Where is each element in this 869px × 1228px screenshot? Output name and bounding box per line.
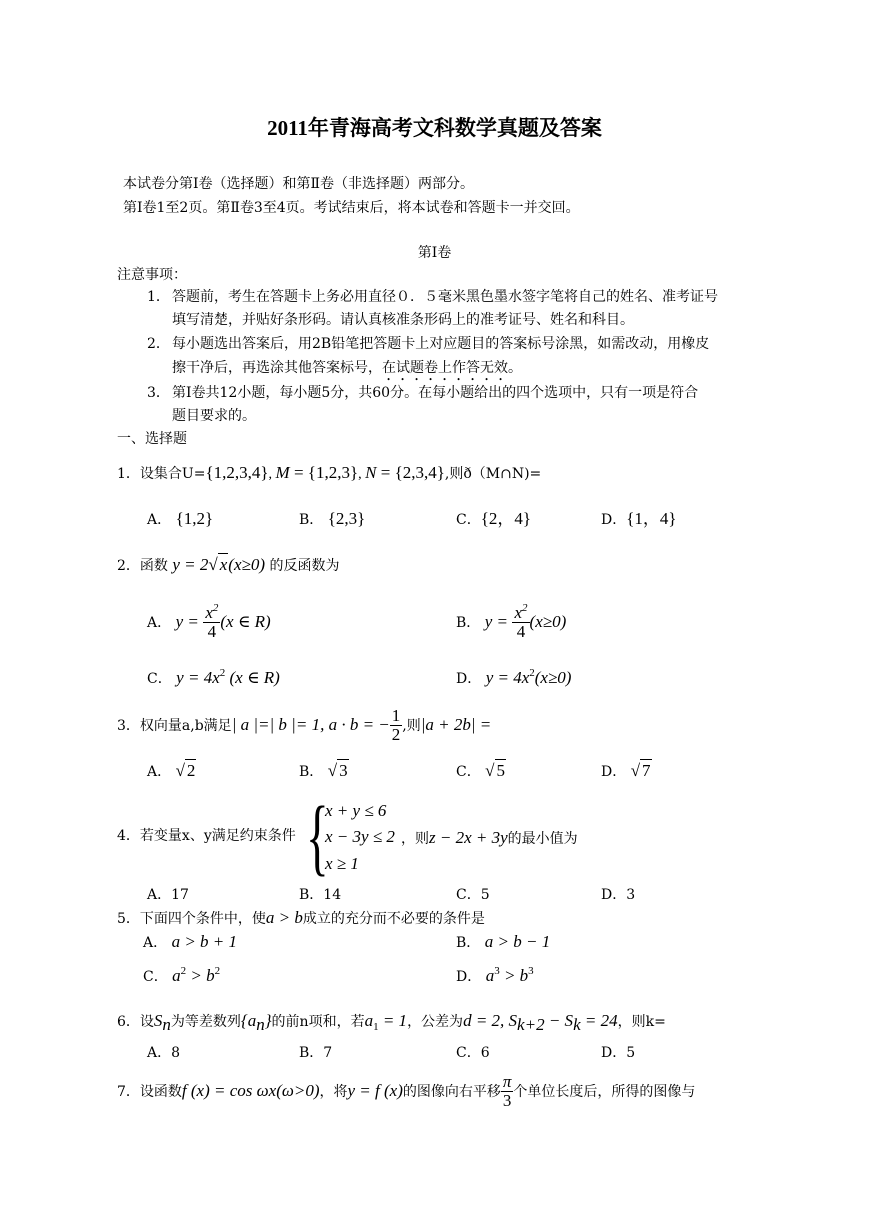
q2-sqrt: √ x (208, 555, 228, 574)
q3-option-a: A． √ 2 (147, 761, 196, 780)
q3-option-b: B． √ 3 (299, 761, 348, 780)
q7-function: f (x) = cos ωx(ω>0) (181, 1080, 320, 1100)
q2-option-a: A． y = $\frac{x^2}{4}$ (x ∈ R) (147, 602, 271, 641)
q3-option-c: C． √ 5 (456, 761, 506, 780)
q3-fraction: $\frac{1}{2}$ (391, 706, 401, 744)
q4-option-b: B．14 (299, 887, 342, 903)
q4-option-d: D．3 (601, 887, 636, 903)
q4-constraint-1: x + y ≤ 6 (325, 801, 387, 820)
note-2-line-2-text: 擦干净后，再选涂其他答案标号， (172, 360, 382, 376)
q1-option-a: A． {1,2} (147, 509, 214, 528)
q1-option-d: D．{1，4} (601, 509, 677, 528)
volume-heading: 第Ⅰ卷 (417, 245, 452, 261)
question-6: 6．设$S_n$为等差数列$\{a_n\}$的前n项和，若$a_1 = 1$，公差为d = 2, $S_{k+2} - S_k = 24$，则k= (117, 1011, 666, 1034)
question-3: 3．权向量a,b满足| a |=| b |= 1, a · b = − $\frac{1}{2}$ ,则|a + 2b| = (117, 706, 492, 744)
intro-line-1: 本试卷分第Ⅰ卷（选择题）和第Ⅱ卷（非选择题）两部分。 (123, 176, 475, 192)
q2-option-c: C． $y = 4x^2$ (x ∈ R) (147, 667, 280, 687)
intro-line-2: 第Ⅰ卷1至2页。第Ⅱ卷3至4页。考试结束后，将本试卷和答题卡一并交回。 (123, 200, 580, 216)
q1-u-label: U= (181, 466, 206, 482)
q4-option-c: C．5 (456, 887, 490, 903)
q4-expression: z − 2x + 3y (429, 828, 508, 847)
page-title: 2011年青海高考文科数学真题及答案 (267, 116, 602, 140)
q6-option-d: D．5 (601, 1045, 636, 1061)
q1-n-set: {2,3,4} (394, 463, 445, 482)
q1-m-set: {1,2,3} (307, 463, 359, 482)
note-2-line-1: 每小题选出答案后，用2B铅笔把答题卡上对应题目的答案标号涂黑，如需改动，用橡皮 (172, 336, 710, 352)
q1-option-b: B． {2,3} (299, 509, 366, 528)
note-3-line-2: 题目要求的。 (172, 408, 256, 424)
q1-prefix: 设集合 (139, 466, 182, 482)
q1-m-label: M (275, 463, 290, 482)
question-4: 4．若变量x、y满足约束条件 (117, 828, 296, 844)
note-1-number: 1． (147, 289, 170, 305)
q1-option-c: C．{2，4} (456, 509, 532, 528)
question-5: 5．下面四个条件中，使a > b成立的充分而不必要的条件是 (117, 908, 485, 927)
note-2-number: 2． (147, 336, 170, 352)
q3-condition: | a |=| b |= 1, a · b = − (231, 714, 390, 734)
q6-option-a: A．8 (147, 1045, 181, 1061)
q5-option-b: B． a > b − 1 (456, 932, 551, 951)
q1-u-set: {1,2,3,4} (205, 463, 269, 482)
q2-option-d: D． $y = 4x^2(x\ge 0)$ (456, 667, 572, 687)
note-2-line-2 (172, 360, 522, 384)
q1-number: 1． (117, 466, 140, 482)
note-3-number: 3． (147, 385, 170, 401)
q5-option-a: A． a > b + 1 (143, 932, 238, 951)
note-3-line-1: 第Ⅰ卷共12小题，每小题5分，共60分。在每小题给出的四个选项中，只有一项是符合 (172, 385, 699, 401)
q1-n-label: N (365, 463, 377, 482)
q2-option-b: B． y = $\frac{x^2}{4}$ (x≥0) (456, 602, 567, 641)
question-2: 2．函数 y = 2√ x(x≥0) 的反函数为 (117, 555, 340, 574)
q3-option-d: D． √ 7 (601, 761, 651, 780)
q6-option-b: B．7 (299, 1045, 333, 1061)
q7-fraction: $\frac{\pi}{3}$ (502, 1072, 512, 1110)
section-heading: 一、选择题 (117, 431, 187, 447)
note-1-line-1: 答题前，考生在答题卡上务必用直径０．５毫米黑色墨水签字笔将自己的姓名、准考证号 (172, 289, 718, 305)
q1-tail: ,则ð（M∩N)= (444, 466, 542, 482)
note-1-line-2: 填写清楚，并贴好条形码。请认真核准条形码上的准考证号、姓名和科目。 (172, 312, 634, 328)
q3-expression: |a + 2b| = (420, 714, 492, 734)
q4-option-a: A．17 (147, 887, 189, 903)
q5-expression: a > b (265, 908, 303, 927)
q4-constraint-3: x ≥ 1 (325, 854, 359, 873)
question-7: 7．设函数f (x) = cos ωx(ω>0)，将y = f (x)的图像向右平移 $\frac{\pi}{3}$ 个单位长度后，所得的图像与 (117, 1072, 696, 1110)
q4-tail: ，则z − 2x + 3y的最小值为 (401, 828, 578, 847)
q5-option-d: D． $a^3 > b^3$ (456, 965, 534, 985)
q4-constraint-2: x − 3y ≤ 2 (325, 827, 395, 846)
note-2-emphasis: 在试题卷上作答无效 (382, 360, 508, 376)
note-2-line-2-end: 。 (508, 360, 522, 376)
q6-option-c: C．6 (456, 1045, 490, 1061)
q5-option-c: C． $a^2 > b^2$ (143, 965, 221, 985)
q4-brace: { (306, 788, 329, 884)
notes-heading: 注意事项： (117, 267, 187, 283)
question-1: 1．设集合U={1,2,3,4}, M = {1,2,3}, N = {2,3,4},则ð（M∩N)= (117, 463, 542, 482)
q2-function: y = 2 (172, 555, 209, 574)
